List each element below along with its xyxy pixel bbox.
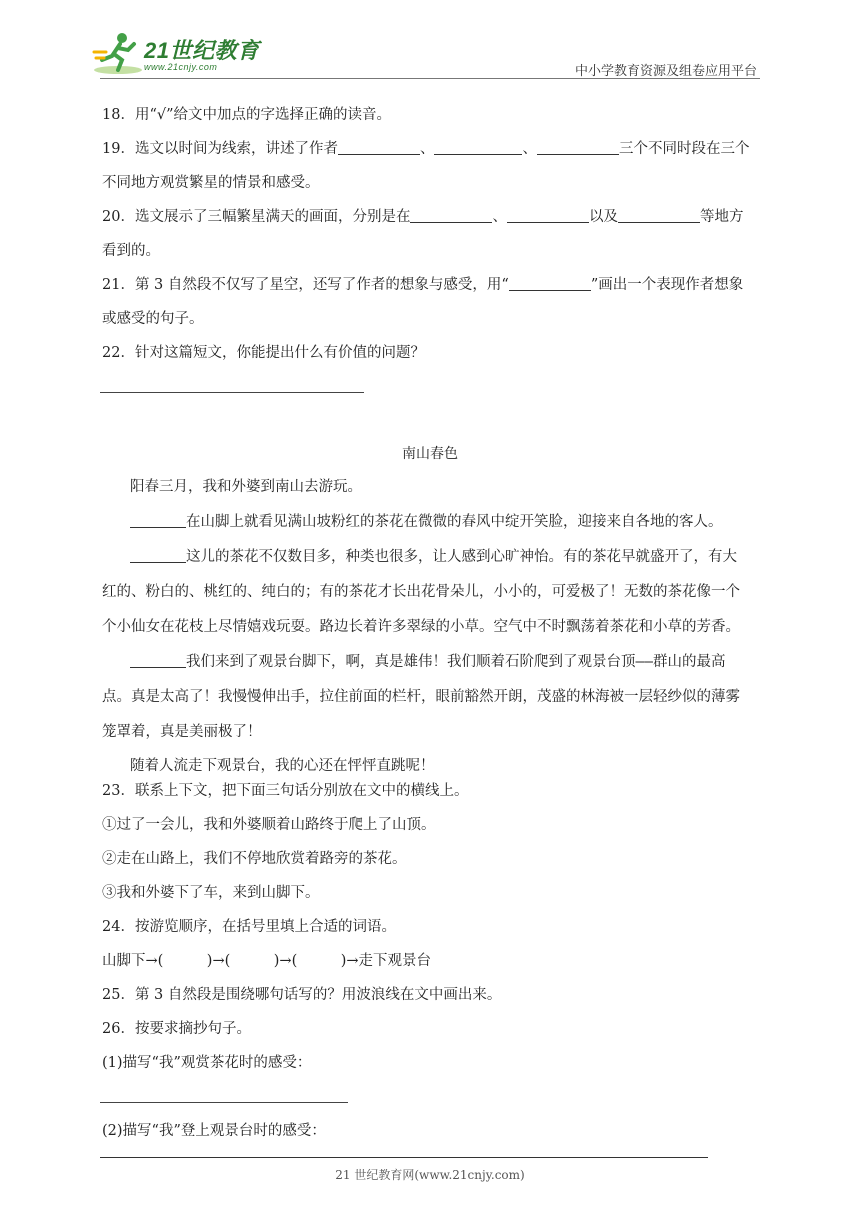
sentence-1: ①过了一会儿，我和外婆顺着山路终于爬上了山顶。 bbox=[102, 817, 436, 833]
passage-p5: 随着人流走下观景台，我的心还在怦怦直跳呢！ bbox=[130, 758, 435, 774]
passage-p4-l1 bbox=[130, 645, 790, 680]
sentence-3: ③我和外婆下了车，来到山脚下。 bbox=[102, 885, 320, 901]
question-26-1: (1)描写“我”观赏茶花时的感受： bbox=[102, 1055, 312, 1071]
q21-blank[interactable] bbox=[509, 274, 591, 291]
q19-blank-3[interactable] bbox=[537, 138, 619, 155]
sentence-2: ②走在山路上，我们不停地欣赏着路旁的茶花。 bbox=[102, 851, 407, 867]
q20-sep-2: 以及 bbox=[588, 209, 618, 225]
site-logo bbox=[92, 30, 272, 80]
q19-text-b: 三个不同时段在三个 bbox=[618, 141, 750, 157]
page-header bbox=[0, 0, 860, 80]
question-20 bbox=[102, 200, 762, 234]
question-24: 24．按游览顺序，在括号里填上合适的词语。 bbox=[102, 919, 396, 935]
p3-blank[interactable] bbox=[130, 546, 186, 563]
q19-blank-1[interactable] bbox=[338, 138, 420, 155]
q20-text-b: 等地方 bbox=[699, 209, 744, 225]
q19-sep-2: 、 bbox=[522, 141, 537, 157]
header-platform-text: 中小学教育资源及组卷应用平台 bbox=[574, 64, 757, 79]
question-21-cont: 或感受的句子。 bbox=[102, 311, 204, 327]
passage-p1: 阳春三月，我和外婆到南山去游玩。 bbox=[130, 479, 362, 495]
question-18: 18．用“√”给文中加点的字选择正确的读音。 bbox=[102, 107, 392, 123]
q26-1-answer-line[interactable] bbox=[100, 1102, 348, 1103]
question-19-cont: 不同地方观赏繁星的情景和感受。 bbox=[102, 175, 320, 191]
q19-sep-1: 、 bbox=[419, 141, 435, 157]
question-23: 23．联系上下文，把下面三句话分别放在文中的横线上。 bbox=[102, 783, 469, 799]
footer-text: 21 世纪教育网(www.21cnjy.com) bbox=[335, 1168, 525, 1182]
p2-text: 在山脚上就看见满山坡粉红的茶花在微微的春风中绽开笑脸，迎接来自各地的客人。 bbox=[186, 514, 723, 530]
question-26-2: (2)描写“我”登上观景台时的感受： bbox=[102, 1123, 326, 1139]
q20-sep-1: 、 bbox=[492, 209, 507, 225]
footer-divider bbox=[100, 1157, 708, 1158]
question-25: 25．第 3 自然段是围绕哪句话写的？用波浪线在文中画出来。 bbox=[102, 987, 502, 1003]
passage-p4-l2: 点。真是太高了！我慢慢伸出手，拉住前面的栏杆，眼前豁然开朗，茂盛的林海被一层轻纱似的薄雾 bbox=[102, 689, 740, 705]
question-26: 26．按要求摘抄句子。 bbox=[102, 1021, 251, 1037]
passage-p3-l2: 红的、粉白的、桃红的、纯白的；有的茶花才长出花骨朵儿，小小的，可爱极了！无数的茶花像一个 bbox=[102, 584, 740, 600]
p3-text-1: 这儿的茶花不仅数目多，种类也很多，让人感到心旷神怡。有的茶花早就盛开了，有大 bbox=[186, 549, 737, 565]
q20-blank-3[interactable] bbox=[618, 206, 700, 223]
header-divider bbox=[100, 78, 760, 79]
q21-text-a: 21．第 3 自然段不仅写了星空，还写了作者的想象与感受，用“ bbox=[102, 277, 509, 293]
p4-text-1: 我们来到了观景台脚下，啊，真是雄伟！我们顺着石阶爬到了观景台顶——群山的最高 bbox=[186, 654, 726, 670]
q21-text-b: ”画出一个表现作者想象 bbox=[590, 277, 744, 293]
passage-title: 南山春色 bbox=[402, 446, 458, 462]
p2-blank[interactable] bbox=[130, 511, 186, 528]
passage-p2 bbox=[130, 505, 790, 540]
q19-text-a: 19．选文以时间为线索，讲述了作者 bbox=[102, 141, 338, 157]
logo-url: www.21cnjy.com bbox=[144, 62, 218, 72]
q20-text-a: 20．选文展示了三幅繁星满天的画面，分别是在 bbox=[102, 209, 411, 225]
q19-blank-2[interactable] bbox=[434, 138, 522, 155]
p4-blank[interactable] bbox=[130, 651, 186, 668]
logo-text: 21世纪教育 bbox=[144, 38, 260, 63]
q22-answer-line[interactable] bbox=[100, 392, 364, 393]
question-19 bbox=[102, 132, 762, 166]
passage-p3-l1 bbox=[130, 540, 790, 575]
q24-sequence: 山脚下→( )→( )→( )→走下观景台 bbox=[102, 953, 432, 969]
question-22: 22．针对这篇短文，你能提出什么有价值的问题？ bbox=[102, 345, 425, 361]
question-20-cont: 看到的。 bbox=[102, 243, 160, 259]
q20-blank-2[interactable] bbox=[507, 206, 589, 223]
q20-blank-1[interactable] bbox=[410, 206, 492, 223]
passage-p3-l3: 个小仙女在花枝上尽情嬉戏玩耍。路边长着许多翠绿的小草。空气中不时飘荡着茶花和小草的芳香。 bbox=[102, 619, 740, 635]
question-21 bbox=[102, 268, 762, 302]
passage-p4-l3: 笼罩着，真是美丽极了！ bbox=[102, 724, 262, 740]
runner-logo-icon bbox=[92, 30, 144, 76]
